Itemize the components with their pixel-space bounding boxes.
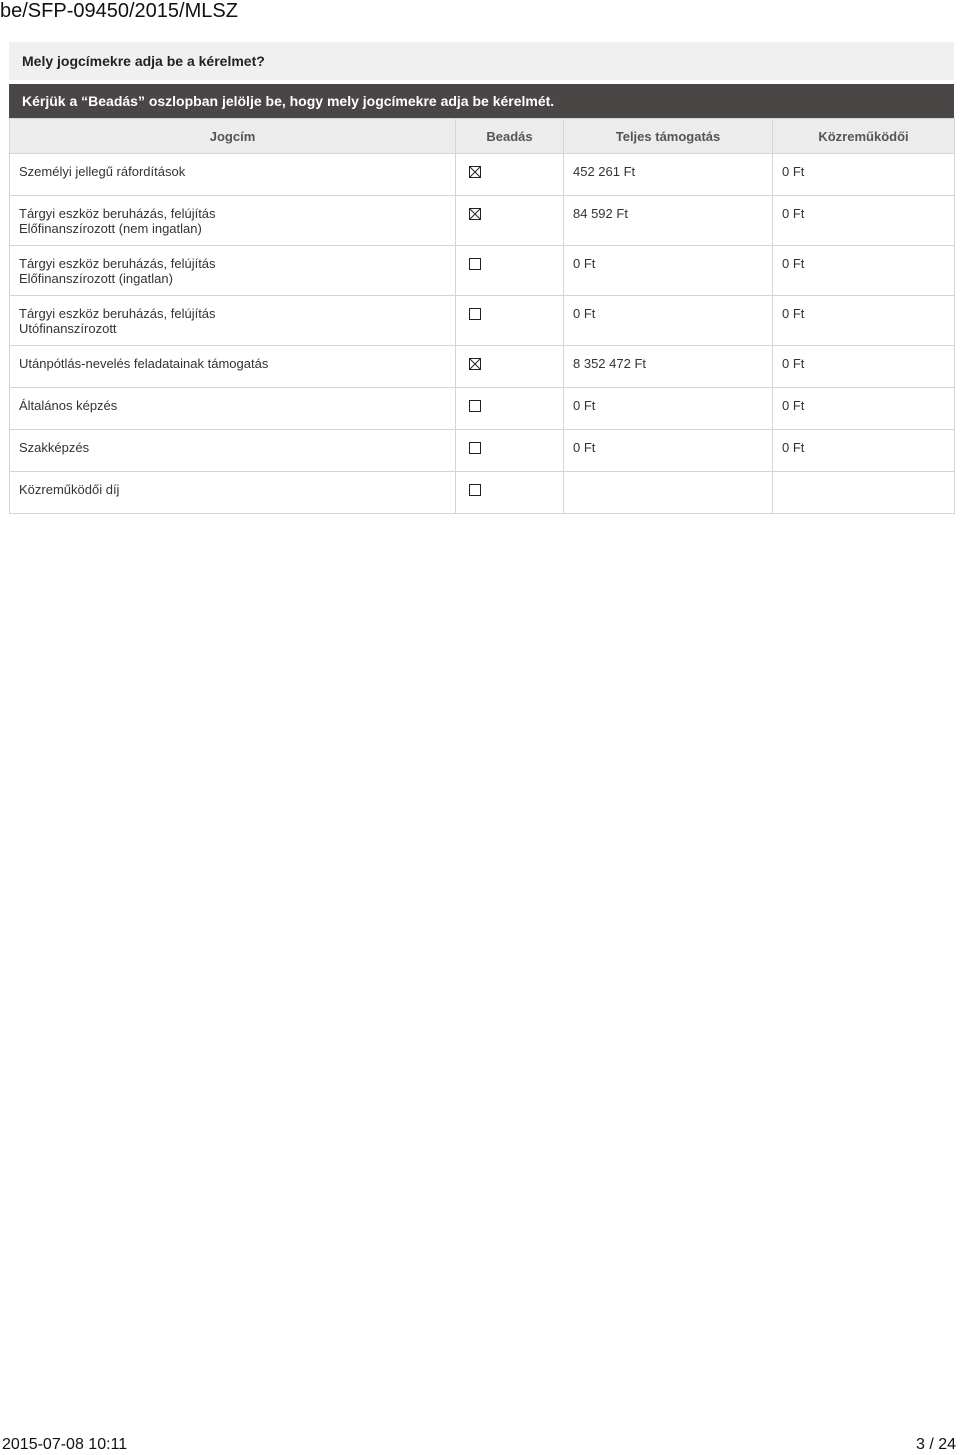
teljes-tamogatas-cell: 8 352 472 Ft: [564, 346, 773, 388]
teljes-tamogatas-cell: 0 Ft: [564, 430, 773, 472]
document-id: be/SFP-09450/2015/MLSZ: [0, 0, 238, 22]
header-kozremukodoi: Közreműködői: [773, 119, 955, 154]
table-row: [10, 472, 955, 514]
beadas-checkbox-checked[interactable]: [469, 166, 481, 178]
kozremukodoi-cell: 0 Ft: [773, 154, 955, 196]
beadas-checkbox-checked[interactable]: [469, 358, 481, 370]
jogcim-label: Általános képzés: [19, 398, 118, 413]
beadas-checkbox[interactable]: [469, 400, 481, 412]
jogcim-cell: [10, 472, 456, 514]
table-row: [10, 154, 955, 196]
footer-page-number: 3 / 24: [915, 1436, 956, 1453]
x-mark-icon: [469, 358, 481, 370]
beadas-cell: [456, 196, 564, 246]
kozremukodoi-cell: [773, 472, 955, 514]
jogcim-cell: [10, 154, 456, 196]
beadas-checkbox[interactable]: [469, 442, 481, 454]
x-mark-icon: [469, 208, 481, 220]
jogcim-cell: [10, 196, 456, 246]
table-row: [10, 388, 955, 430]
jogcim-label: Közreműködői díj: [19, 482, 120, 497]
kozremukodoi-cell: 0 Ft: [773, 196, 955, 246]
teljes-tamogatas-cell: 0 Ft: [564, 246, 773, 296]
kozremukodoi-cell: 0 Ft: [773, 296, 955, 346]
kozremukodoi-cell: 0 Ft: [773, 346, 955, 388]
teljes-tamogatas-cell: 0 Ft: [564, 296, 773, 346]
beadas-cell: [456, 154, 564, 196]
jogcim-label: Szakképzés: [19, 440, 90, 455]
header-beadas: Beadás: [456, 119, 564, 154]
jogcim-sublabel: Előfinanszírozott (nem ingatlan): [19, 221, 202, 236]
beadas-checkbox[interactable]: [469, 258, 481, 270]
beadas-cell: [456, 388, 564, 430]
jogcim-cell: [10, 388, 456, 430]
beadas-cell: [456, 246, 564, 296]
table-row: [10, 196, 955, 246]
header-jogcim: Jogcím: [10, 119, 456, 154]
jogcim-sublabel: Előfinanszírozott (ingatlan): [19, 271, 173, 286]
beadas-checkbox[interactable]: [469, 484, 481, 496]
teljes-tamogatas-cell: 452 261 Ft: [564, 154, 773, 196]
section-title: Mely jogcímekre adja be a kérelmet?: [9, 42, 954, 80]
beadas-checkbox-checked[interactable]: [469, 208, 481, 220]
beadas-cell: [456, 346, 564, 388]
jogcim-label: Tárgyi eszköz beruházás, felújítás: [19, 256, 216, 271]
jogcim-label: Tárgyi eszköz beruházás, felújítás: [19, 206, 216, 221]
kozremukodoi-cell: 0 Ft: [773, 388, 955, 430]
jogcim-sublabel: Utófinanszírozott: [19, 321, 117, 336]
jogcim-cell: [10, 346, 456, 388]
jogcim-label: Tárgyi eszköz beruházás, felújítás: [19, 306, 216, 321]
instruction-banner: Kérjük a “Beadás” oszlopban jelölje be, hogy mely jogcímekre adja be kérelmét.: [9, 84, 954, 118]
footer-timestamp: 2015-07-08 10:11: [2, 1436, 128, 1453]
jogcim-label: Utánpótlás-nevelés feladatainak támogatás: [19, 356, 269, 371]
teljes-tamogatas-cell: 0 Ft: [564, 388, 773, 430]
beadas-cell: [456, 430, 564, 472]
kozremukodoi-cell: 0 Ft: [773, 430, 955, 472]
table-header-row: [10, 119, 955, 154]
jogcim-cell: [10, 246, 456, 296]
jogcim-table: [9, 118, 955, 514]
table-row: [10, 430, 955, 472]
kozremukodoi-cell: 0 Ft: [773, 246, 955, 296]
table-row: [10, 346, 955, 388]
teljes-tamogatas-cell: [564, 472, 773, 514]
teljes-tamogatas-cell: 84 592 Ft: [564, 196, 773, 246]
x-mark-icon: [469, 166, 481, 178]
beadas-checkbox[interactable]: [469, 308, 481, 320]
beadas-cell: [456, 472, 564, 514]
table-row: [10, 246, 955, 296]
jogcim-label: Személyi jellegű ráfordítások: [19, 164, 186, 179]
jogcim-cell: [10, 430, 456, 472]
beadas-cell: [456, 296, 564, 346]
table-row: [10, 296, 955, 346]
table-body: [10, 154, 955, 514]
header-teljes-tamogatas: Teljes támogatás: [564, 119, 773, 154]
jogcim-cell: [10, 296, 456, 346]
